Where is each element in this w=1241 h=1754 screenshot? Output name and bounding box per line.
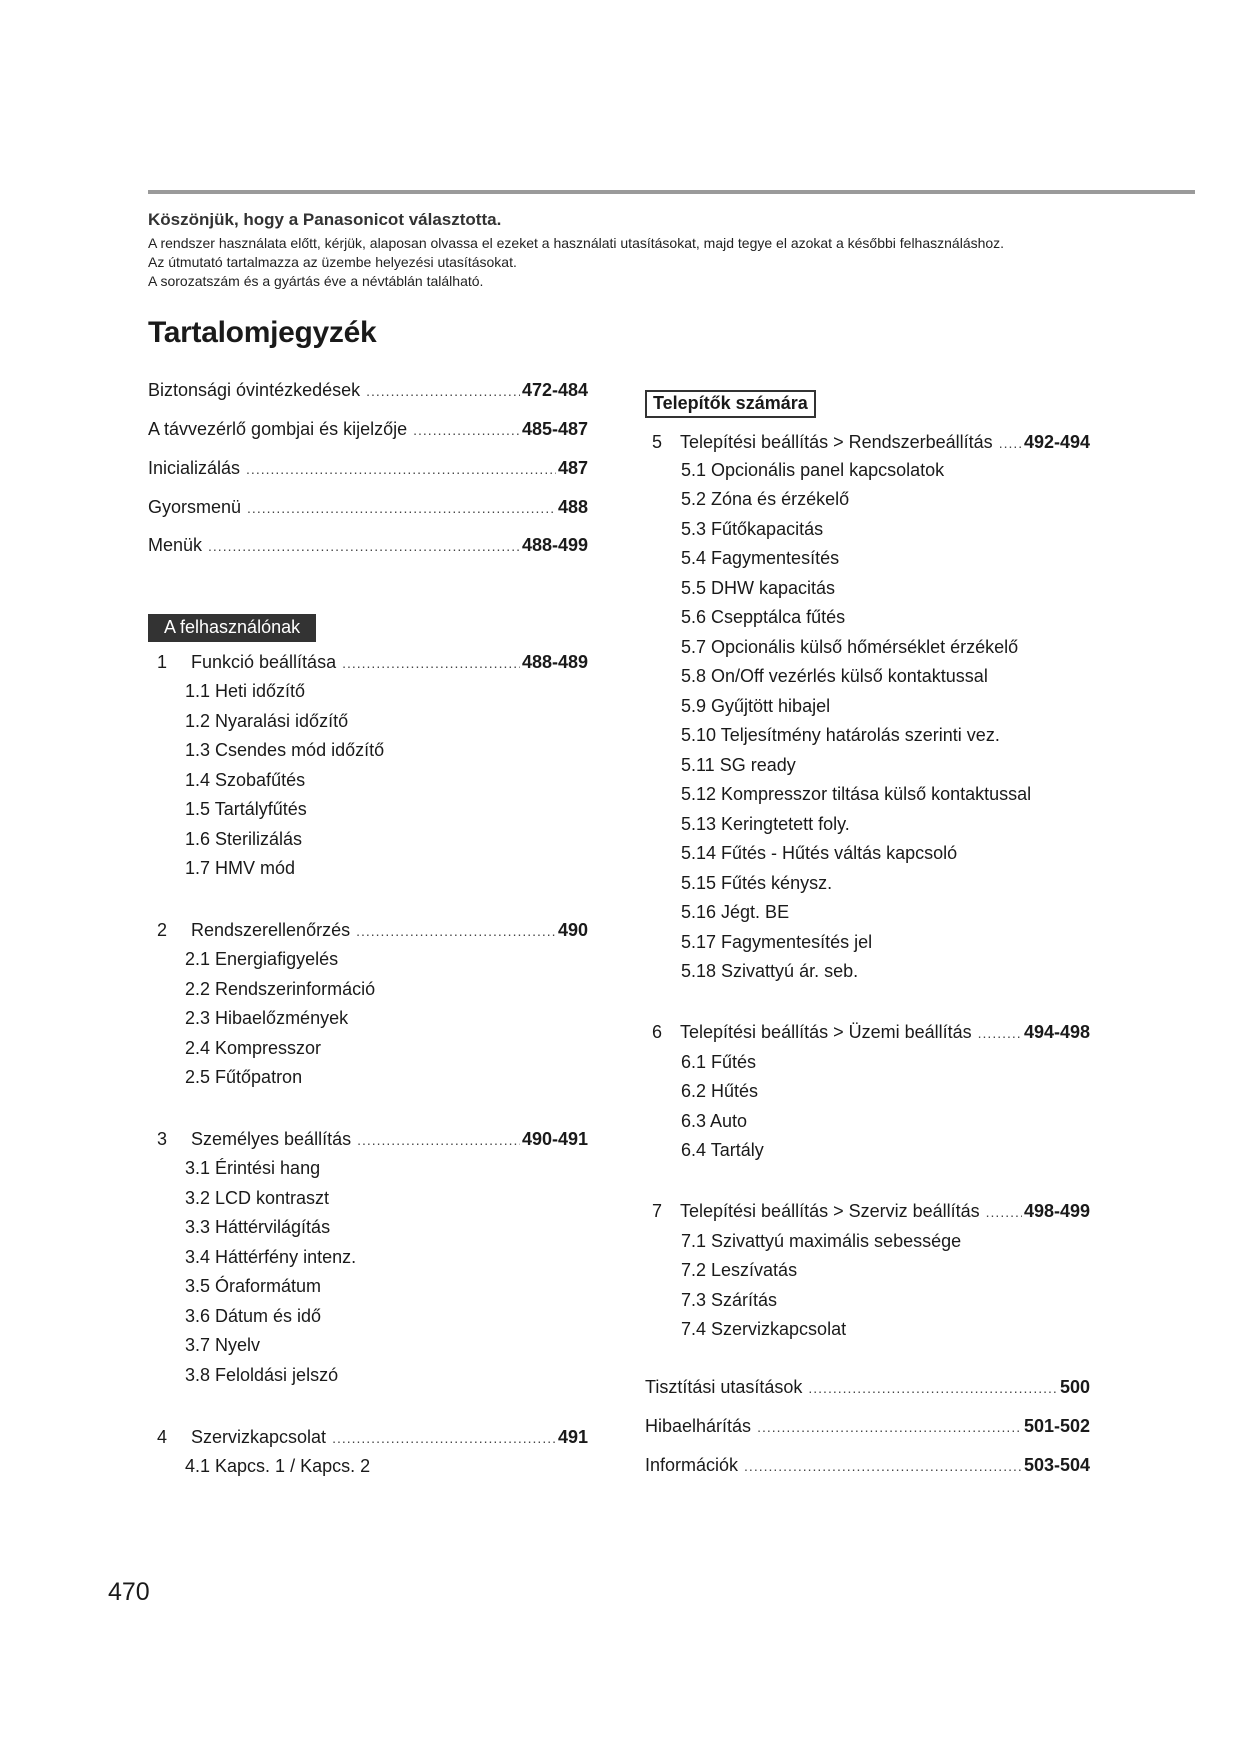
toc-subitem[interactable]: 5.12 Kompresszor tiltása külső kontaktussal [681,784,1032,804]
toc-subitem[interactable]: 7.2 Leszívatás [681,1260,798,1280]
toc-entry-page: 500 [1059,1377,1090,1397]
toc-entry-label: Inicializálás [148,458,241,478]
toc-entry-page: 488 [557,497,588,517]
toc-subitem[interactable]: 5.6 Csepptálca fűtés [681,607,846,627]
toc-entry-label [652,432,993,453]
toc-subitem[interactable]: 6.4 Tartály [681,1140,764,1160]
toc-subitem[interactable]: 5.3 Fűtőkapacitás [681,519,824,539]
toc-subitem[interactable]: 1.2 Nyaralási időzítő [185,711,349,731]
toc-subitem[interactable]: 1.3 Csendes mód időzítő [185,740,385,760]
toc-subitem[interactable]: 1.6 Sterilizálás [185,829,303,849]
toc-entry-page: 485-487 [521,419,588,439]
leader-dots [744,1458,1022,1474]
toc-entry-title: Szervizkapcsolat [191,1427,327,1447]
toc-subitem[interactable]: 5.2 Zóna és érzékelő [681,489,850,509]
intro [148,210,1188,291]
toc-entry[interactable] [148,497,588,523]
toc-entry-page: 494-498 [1023,1022,1090,1042]
toc-subitem[interactable]: 2.5 Fűtőpatron [185,1067,303,1087]
toc-subitem[interactable]: 3.2 LCD kontraszt [185,1188,330,1208]
toc-subitem[interactable]: 5.5 DHW kapacitás [681,578,836,598]
installer-section-heading: Telepítők számára [645,390,816,418]
leader-dots [366,383,520,399]
user-section-heading: A felhasználónak [148,614,316,642]
toc-subitem[interactable]: 5.1 Opcionális panel kapcsolatok [681,460,945,480]
toc-subitem[interactable]: 5.15 Fűtés kénysz. [681,873,833,893]
toc-entry-page: 472-484 [521,380,588,400]
toc-subitem[interactable]: 6.1 Fűtés [681,1052,757,1072]
toc-subitem[interactable]: 5.16 Jégt. BE [681,902,790,922]
toc-subitem[interactable]: 1.7 HMV mód [185,858,296,878]
toc-entry-label: A távvezérlő gombjai és kijelzője [148,419,408,439]
toc-subitem[interactable]: 3.4 Háttérfény intenz. [185,1247,357,1267]
toc-entry[interactable] [645,1416,1090,1442]
intro-line: A sorozatszám és a gyártás éve a névtáblán található. [148,273,484,289]
toc-entry-label: Biztonsági óvintézkedések [148,380,361,400]
toc-entry-page: 498-499 [1023,1201,1090,1221]
toc-group-entry[interactable] [157,652,588,678]
toc-subitem[interactable]: 5.14 Fűtés - Hűtés váltás kapcsoló [681,843,958,863]
leader-dots [332,1430,556,1446]
toc-entry[interactable] [645,1377,1090,1403]
toc-subitem[interactable]: 4.1 Kapcs. 1 / Kapcs. 2 [185,1456,371,1476]
leader-dots [808,1380,1058,1396]
toc-entry-page: 490-491 [521,1129,588,1149]
toc-entry-title: Telepítési beállítás > Rendszerbeállítás [680,432,993,452]
leader-dots [986,1204,1022,1220]
toc-subitem[interactable]: 1.4 Szobafűtés [185,770,306,790]
toc-entry-label [157,1427,326,1448]
toc-group-entry[interactable] [157,1427,588,1453]
toc-entry-number: 4 [157,1427,168,1447]
toc-entry-number: 6 [652,1022,663,1042]
toc-subitem[interactable]: 2.2 Rendszerinformáció [185,979,376,999]
toc-subitem[interactable]: 2.4 Kompresszor [185,1038,322,1058]
toc-subitem[interactable]: 5.17 Fagymentesítés jel [681,932,873,952]
toc-subitem[interactable]: 3.6 Dátum és idő [185,1306,322,1326]
leader-dots [999,435,1022,451]
toc-entry-page: 488-499 [521,535,588,555]
toc-subitem[interactable]: 5.18 Szivattyú ár. seb. [681,961,859,981]
leader-dots [357,1132,520,1148]
toc-entry-title: Telepítési beállítás > Üzemi beállítás [680,1022,972,1042]
toc-subitem[interactable]: 5.10 Teljesítmény határolás szerinti vez. [681,725,1000,745]
toc-subitem[interactable]: 5.7 Opcionális külső hőmérséklet érzékelő [681,637,1019,657]
toc-entry-label: Hibaelhárítás [645,1416,752,1436]
toc-subitem[interactable]: 3.1 Érintési hang [185,1158,321,1178]
toc-subitem[interactable]: 6.3 Auto [681,1111,748,1131]
toc-subitem[interactable]: 3.3 Háttérvilágítás [185,1217,331,1237]
toc-entry-label [652,1201,980,1222]
intro-line: A rendszer használata előtt, kérjük, alaposan olvassa el ezeket a használati utasításokat, majd tegye el azokat a későbbi felhasználáshoz. [148,235,1005,251]
leader-dots [978,1025,1022,1041]
toc-entry-page: 488-489 [521,652,588,672]
leader-dots [413,422,520,438]
toc-subitem[interactable]: 1.1 Heti időzítő [185,681,306,701]
intro-line: Az útmutató tartalmazza az üzembe helyezési utasításokat. [148,254,517,270]
toc-group-entry[interactable] [652,1022,1090,1048]
toc-subitem[interactable]: 2.3 Hibaelőzmények [185,1008,349,1028]
toc-subitem[interactable]: 7.3 Szárítás [681,1290,778,1310]
toc-entry[interactable] [148,380,588,406]
toc-subitem[interactable]: 5.11 SG ready [681,755,796,775]
toc-entry-page: 501-502 [1023,1416,1090,1436]
toc-entry[interactable] [645,1455,1090,1481]
toc-title: Tartalomjegyzék [148,316,377,349]
leader-dots [356,923,556,939]
toc-entry-page: 490 [557,920,588,940]
toc-entry-label: Információk [645,1455,739,1475]
toc-entry-number: 7 [652,1201,663,1221]
page-number: 470 [108,1578,150,1606]
toc-subitem[interactable]: 7.4 Szervizkapcsolat [681,1319,847,1339]
leader-dots [246,461,556,477]
toc-entry-label [157,1129,351,1150]
toc-group-entry[interactable] [157,1129,588,1155]
toc-subitem[interactable]: 5.8 On/Off vezérlés külső kontaktussal [681,666,988,686]
toc-subitem[interactable]: 2.1 Energiafigyelés [185,949,339,969]
toc-subitem[interactable]: 5.9 Gyűjtött hibajel [681,696,831,716]
toc-entry-label [652,1022,972,1043]
toc-group-entry[interactable] [157,920,588,946]
leader-dots [247,500,556,516]
toc-entry-title: Rendszerellenőrzés [191,920,351,940]
toc-entry-label [157,920,350,941]
toc-entry[interactable] [148,535,588,561]
toc-entry-page: 492-494 [1023,432,1090,452]
toc-subitem[interactable]: 3.5 Óraformátum [185,1276,322,1296]
toc-entry-number: 2 [157,920,168,940]
toc-entry-label: Menük [148,535,203,555]
toc-subitem[interactable]: 1.5 Tartályfűtés [185,799,307,819]
toc-subitem[interactable]: 3.7 Nyelv [185,1335,261,1355]
toc-group-entry[interactable] [652,1201,1090,1227]
leader-dots [342,655,520,671]
toc-entry-number: 1 [157,652,168,672]
toc-entry-number: 3 [157,1129,168,1149]
toc-entry-title: Telepítési beállítás > Szerviz beállítás [680,1201,980,1221]
toc-entry[interactable] [148,458,588,484]
toc-subitem[interactable]: 6.2 Hűtés [681,1081,759,1101]
toc-subitem[interactable]: 7.1 Szivattyú maximális sebessége [681,1231,962,1251]
toc-entry-title: Funkció beállítása [191,652,337,672]
toc-entry[interactable] [148,419,588,445]
toc-subitem[interactable]: 3.8 Feloldási jelszó [185,1365,339,1385]
leader-dots [757,1419,1022,1435]
toc-subitem[interactable]: 5.4 Fagymentesítés [681,548,840,568]
intro-title: Köszönjük, hogy a Panasonicot választotta. [148,210,502,229]
toc-entry-label [157,652,336,673]
toc-subitem[interactable]: 5.13 Keringtetett foly. [681,814,850,834]
leader-dots [208,538,520,554]
toc-entry-page: 503-504 [1023,1455,1090,1475]
toc-entry-page: 491 [557,1427,588,1447]
toc-entry-label: Gyorsmenü [148,497,242,517]
toc-entry-number: 5 [652,432,663,452]
toc-entry-label: Tisztítási utasítások [645,1377,803,1397]
toc-entry-title: Személyes beállítás [191,1129,352,1149]
top-rule [148,190,1195,194]
toc-group-entry[interactable] [652,432,1090,458]
toc-entry-page: 487 [557,458,588,478]
